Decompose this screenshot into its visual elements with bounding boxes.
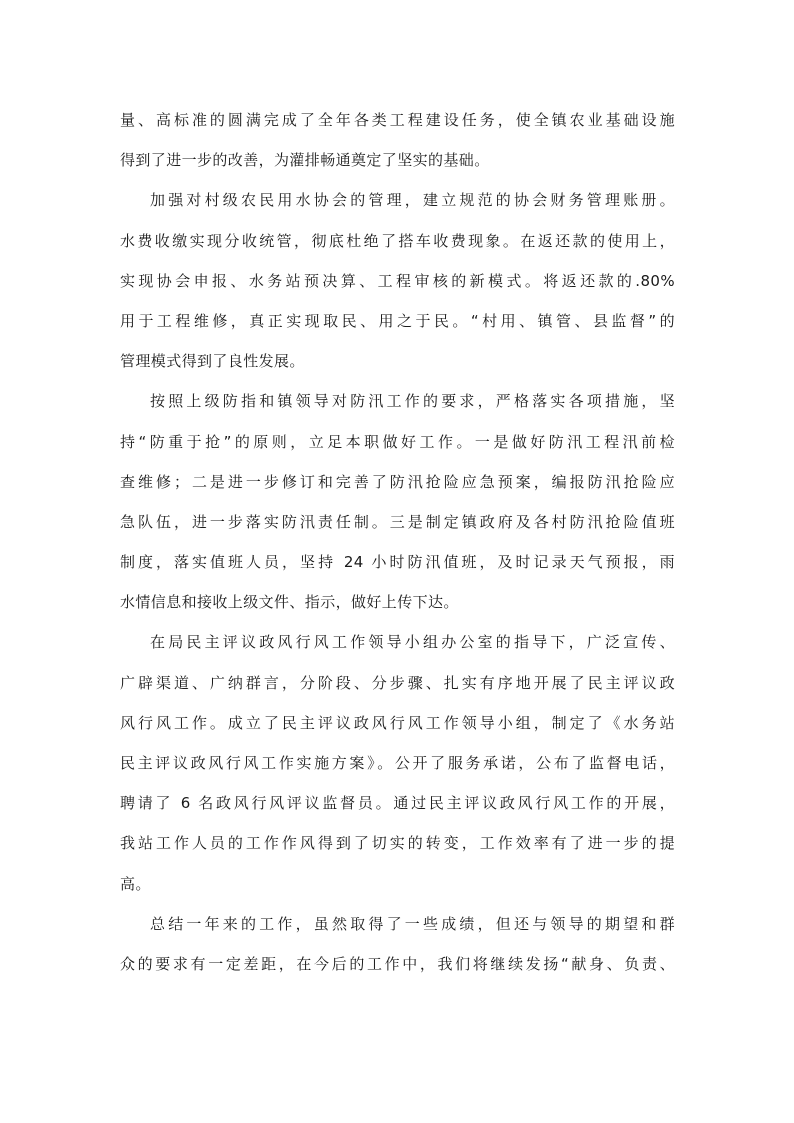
- text-line: 加强对村级农民用水协会的管理，建立规范的协会财务管理账册。: [150, 191, 675, 210]
- paragraph-4: [120, 622, 675, 903]
- text-line: 得到了进一步的改善，为灌排畅通奠定了坚实的基础。: [120, 151, 490, 170]
- text-line: 持“防重于抢”的原则，立足本职做好工作。一是做好防汛工程汛前检: [120, 432, 675, 451]
- text-line: 在局民主评议政风行风工作领导小组办公室的指导下，广泛宣传、: [150, 633, 675, 652]
- paragraph-3: [120, 381, 675, 622]
- text-line: 广辟渠道、广纳群言，分阶段、分步骤、扎实有序地开展了民主评议政: [120, 673, 675, 692]
- text-line: 高。: [120, 874, 151, 893]
- text-line: 总结一年来的工作，虽然取得了一些成绩，但还与领导的期望和群: [150, 914, 675, 933]
- text-line: 按照上级防指和镇领导对防汛工作的要求，严格落实各项措施，坚: [150, 392, 675, 411]
- text-line: 聘请了 6 名政风行风评议监督员。通过民主评议政风行风工作的开展，: [120, 794, 675, 813]
- paragraph-2: [120, 180, 675, 381]
- text-line: 风行风工作。成立了民主评议政风行风工作领导小组，制定了《水务站: [120, 713, 675, 732]
- text-line: 实现协会申报、水务站预决算、工程审核的新模式。将返还款的.80%: [120, 271, 675, 290]
- text-line: 水费收缴实现分收统管，彻底杜绝了搭车收费现象。在返还款的使用上，: [120, 231, 675, 250]
- text-line: 制度，落实值班人员，坚持 24 小时防汛值班，及时记录天气预报，雨: [120, 553, 675, 572]
- text-line: 水情信息和接收上级文件、指示，做好上传下达。: [120, 593, 459, 612]
- body-text: [120, 100, 675, 984]
- paragraph-5: [120, 904, 675, 984]
- text-line: 管理模式得到了良性发展。: [120, 352, 305, 371]
- text-line: 众的要求有一定差距，在今后的工作中，我们将继续发扬“献身、负责、: [120, 954, 675, 973]
- text-line: 查维修；二是进一步修订和完善了防汛抢险应急预案，编报防汛抢险应: [120, 472, 675, 491]
- text-line: 我站工作人员的工作作风得到了切实的转变，工作效率有了进一步的提: [120, 834, 675, 853]
- text-line: 量、高标准的圆满完成了全年各类工程建设任务，使全镇农业基础设施: [120, 111, 675, 129]
- text-line: 民主评议政风行风工作实施方案》。公开了服务承诺，公布了监督电话，: [120, 754, 675, 772]
- paragraph-1: [120, 100, 675, 180]
- text-line: 急队伍，进一步落实防汛责任制。三是制定镇政府及各村防汛抢险值班: [120, 512, 675, 531]
- text-line: 用于工程维修，真正实现取民、用之于民。“村用、镇管、县监督”的: [120, 311, 675, 330]
